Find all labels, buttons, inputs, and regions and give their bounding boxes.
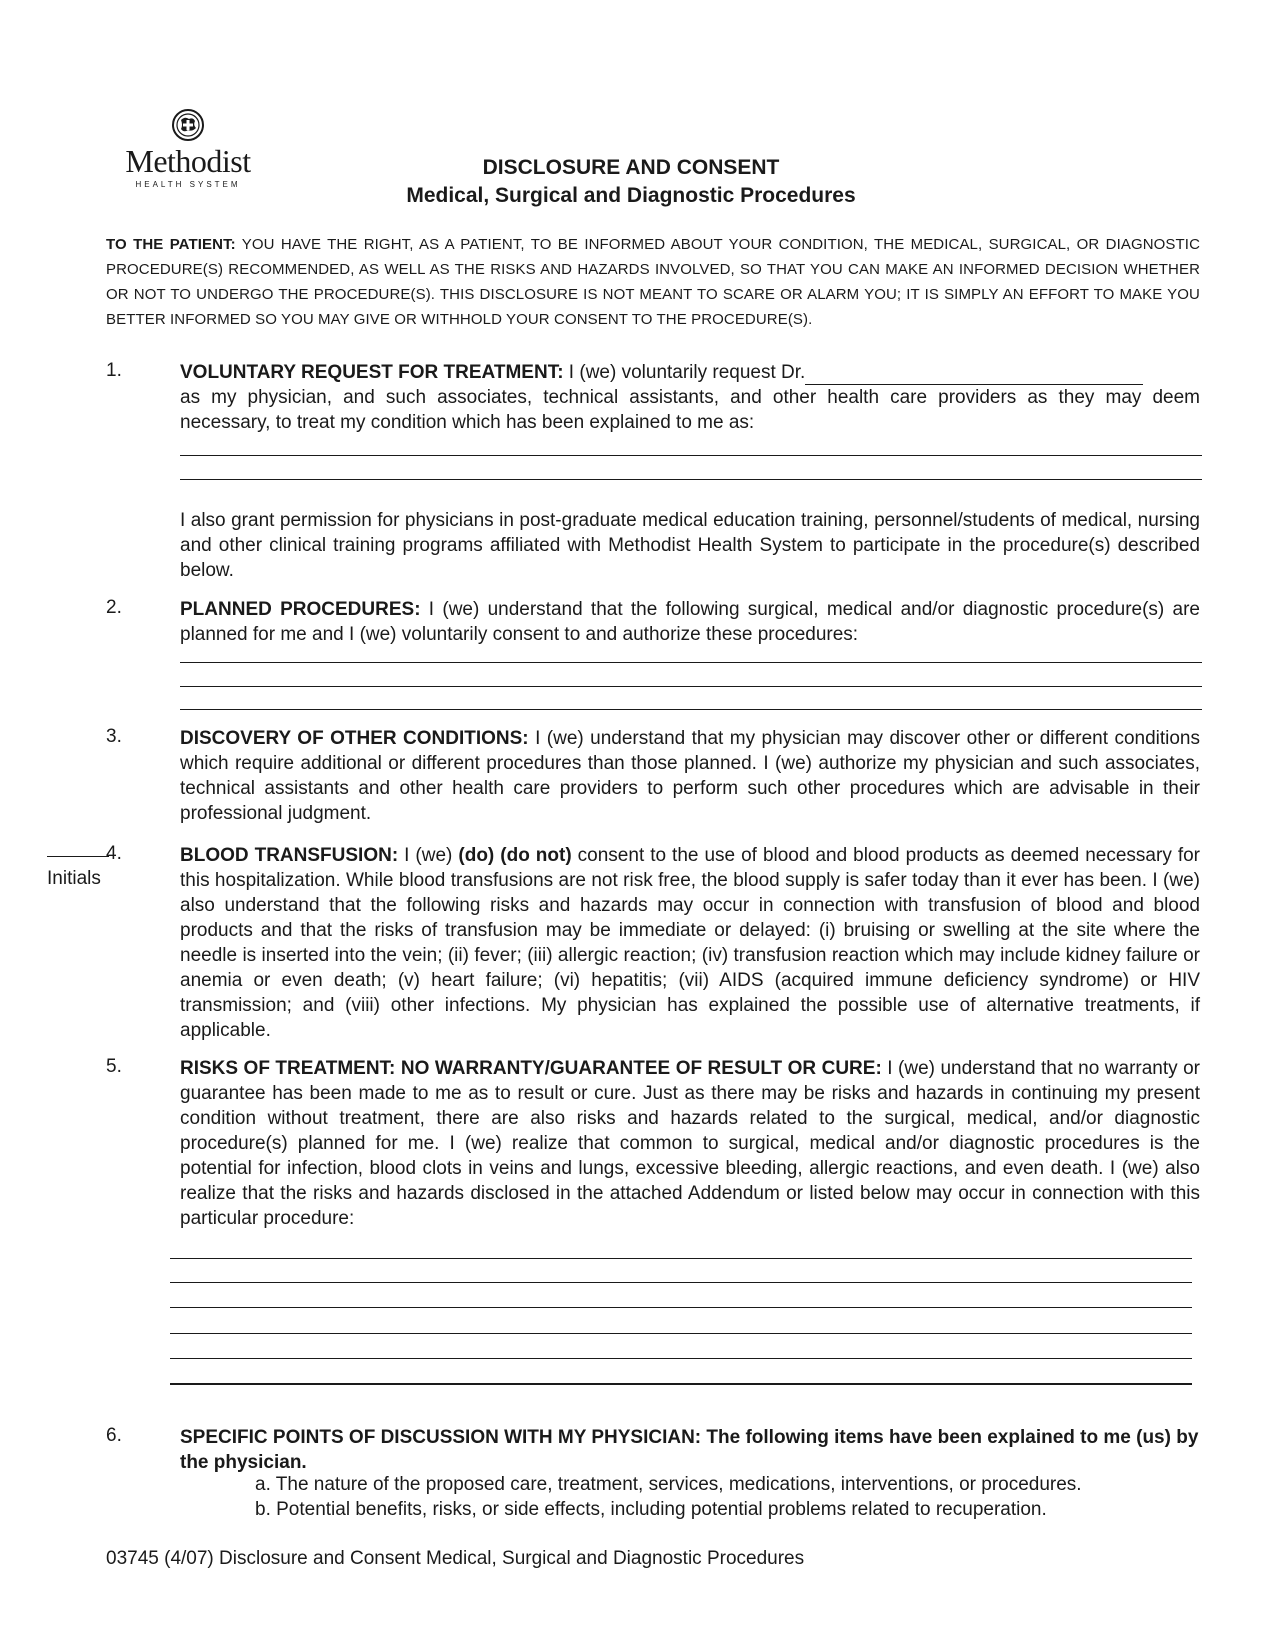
globe-cross-icon xyxy=(171,108,205,142)
section-1-heading: VOLUNTARY REQUEST FOR TREATMENT: xyxy=(180,362,564,383)
section-1-text-b: as my physician, and such associates, technical assistants, and other health care providers as they may deem necessary, to treat my condition which has been explained to me as: xyxy=(180,387,1200,433)
section-3-text xyxy=(180,726,1200,826)
section-6-item-b: b. Potential benefits, risks, or side effects, including potential problems related to recuperation. xyxy=(255,1499,1047,1520)
procedure-line-3[interactable] xyxy=(180,709,1202,710)
section-1-permission-text: I also grant permission for physicians in post-graduate medical education training, personnel/students of medical, nursing and other clinical training programs affiliated with Methodist Health System to participate in the procedure(s) described below. xyxy=(180,510,1200,581)
section-6-heading-text: SPECIFIC POINTS OF DISCUSSION WITH MY PHYSICIAN: The following items have been explained to me (us) by the physician. xyxy=(180,1427,1199,1473)
section-2-number: 2. xyxy=(106,597,122,618)
section-1-text xyxy=(180,360,1200,435)
section-5-text xyxy=(180,1056,1200,1231)
intro-lead: TO THE PATIENT: xyxy=(106,236,236,253)
risk-line-1[interactable] xyxy=(170,1258,1192,1259)
section-4-number: 4. xyxy=(106,843,122,864)
section-5-body: I (we) understand that no warranty or guarantee has been made to me as to result or cure. Just as there may be risks and hazards in continuing my present condition without treatment, there are also risks and hazards related to the surgical, medical, and/or diagnostic procedure(s) planned for me. I (we) realize that common to surgical, medical and/or diagnostic procedures is the potential for infection, blood clots in veins and lungs, excessive bleeding, allergic reactions, and even death. I (we) also realize that the risks and hazards disclosed in the attached Addendum or listed below may occur in connection with this particular procedure: xyxy=(180,1058,1201,1229)
risk-line-5[interactable] xyxy=(170,1358,1192,1359)
risk-line-2[interactable] xyxy=(170,1282,1192,1283)
section-5-number: 5. xyxy=(106,1056,122,1077)
do-option[interactable]: (do) xyxy=(458,845,495,866)
section-4-body: consent to the use of blood and blood products as deemed necessary for this hospitalization. While blood transfusions are not risk free, the blood supply is safer today than it ever has been. I (we) also understand that the following risks and hazards may occur in connection with transfusion of blood and blood products and that the risks of transfusion may be immediate or delayed: (i) bruising or swelling at the site where the needle is inserted into the vein; (ii) fever; (iii) allergic reaction; (iv) transfusion reaction which may include kidney failure or anemia or even death; (v) heart failure; (vi) hepatitis; (vii) AIDS (acquired immune deficiency syndrome) or HIV transmission; and (viii) other infections. My physician has explained the possible use of alternative treatments, if applicable. xyxy=(180,845,1200,1041)
physician-name-field[interactable] xyxy=(805,364,1143,385)
section-5-heading: RISKS OF TREATMENT: NO WARRANTY/GUARANTEE OF RESULT OR CURE: xyxy=(180,1058,882,1079)
section-3-heading: DISCOVERY OF OTHER CONDITIONS: xyxy=(180,728,529,749)
document-title: DISCLOSURE AND CONSENT xyxy=(482,156,780,179)
section-4-text xyxy=(180,843,1200,1043)
section-2-heading: PLANNED PROCEDURES: xyxy=(180,599,421,620)
section-6-heading xyxy=(180,1425,1200,1475)
logo xyxy=(108,108,268,189)
do-not-option[interactable]: (do not) xyxy=(500,845,572,866)
risk-line-4[interactable] xyxy=(170,1333,1192,1334)
logo-subtitle: HEALTH SYSTEM xyxy=(135,180,241,189)
intro-paragraph xyxy=(106,232,1200,332)
document-subtitle: Medical, Surgical and Diagnostic Procedures xyxy=(406,184,856,207)
section-4-heading: BLOOD TRANSFUSION: xyxy=(180,845,399,866)
intro-text: YOU HAVE THE RIGHT, AS A PATIENT, TO BE INFORMED ABOUT YOUR CONDITION, THE MEDICAL, SURGICAL, OR DIAGNOSTIC PROCEDURE(S) RECOMMENDED, AS WELL AS THE RISKS AND HAZARDS INVOLVED, SO THAT YOU CAN MAKE AN INFORMED DECISION WHETHER OR NOT TO UNDERGO THE PROCEDURE(S). THIS DISCLOSURE IS NOT MEANT TO SCARE OR ALARM YOU; IT IS SIMPLY AN EFFORT TO MAKE YOU BETTER INFORMED SO YOU MAY GIVE OR WITHHOLD YOUR CONSENT TO THE PROCEDURE(S). xyxy=(106,236,1200,328)
footer-form-number: 03745 (4/07) Disclosure and Consent Medical, Surgical and Diagnostic Procedures xyxy=(106,1548,805,1569)
section-1-number: 1. xyxy=(106,360,122,381)
section-1-text-a: I (we) voluntarily request Dr. xyxy=(563,362,806,383)
risk-line-6[interactable] xyxy=(170,1383,1192,1385)
logo-name: Methodist xyxy=(125,143,251,179)
section-2-body: I (we) understand that the following surgical, medical and/or diagnostic procedure(s) are planned for me and I (we) voluntarily consent to and authorize these procedures: xyxy=(180,599,1200,645)
procedure-line-1[interactable] xyxy=(180,662,1202,663)
condition-line-2[interactable] xyxy=(180,479,1202,480)
section-6-item-a: a. The nature of the proposed care, treatment, services, medications, interventions, or procedures. xyxy=(255,1474,1082,1495)
section-3-body: I (we) understand that my physician may discover other or different conditions which require additional or different procedures than those planned. I (we) authorize my physician and such associates, technical assistants and other health care providers to perform such other procedures which are advisable in their professional judgment. xyxy=(180,728,1200,824)
risk-line-3[interactable] xyxy=(170,1307,1192,1308)
section-6-number: 6. xyxy=(106,1425,122,1446)
initials-field[interactable] xyxy=(47,856,109,857)
section-2-text xyxy=(180,597,1200,647)
section-4-text-a: I (we) xyxy=(398,845,459,866)
initials-label: Initials xyxy=(47,868,101,889)
condition-line-1[interactable] xyxy=(180,455,1202,456)
procedure-line-2[interactable] xyxy=(180,686,1202,687)
section-3-number: 3. xyxy=(106,726,122,747)
